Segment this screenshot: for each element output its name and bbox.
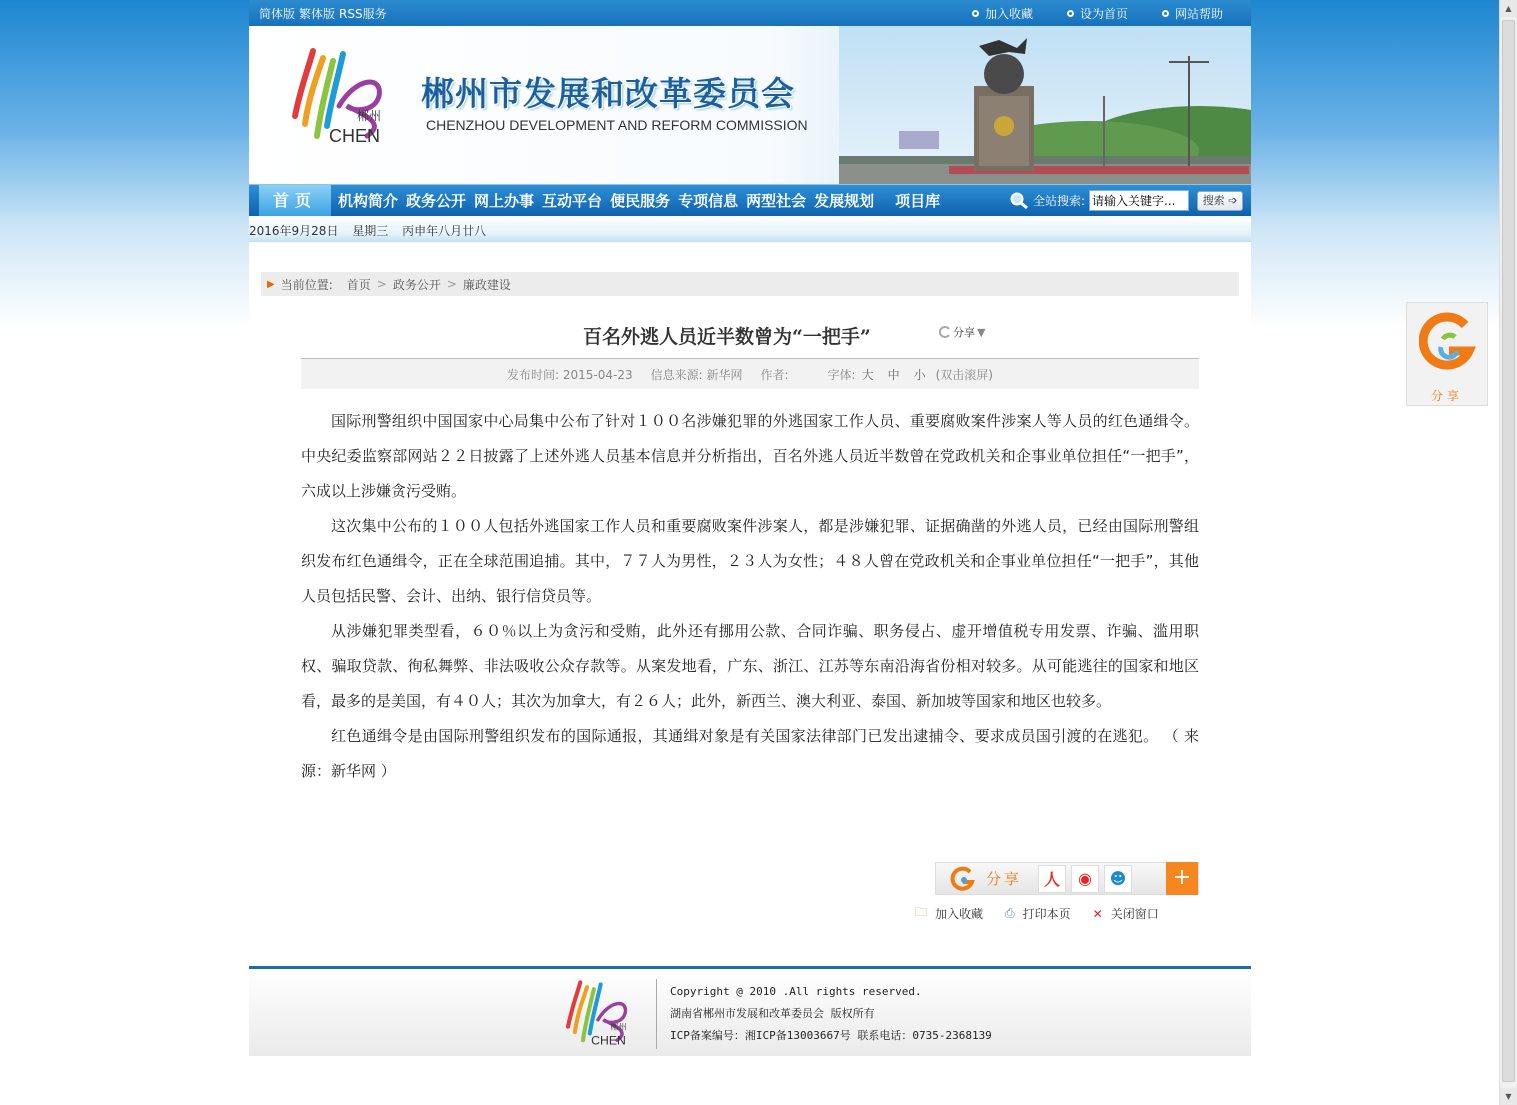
article-title: 百名外逃人员近半数曾为“一把手” — [583, 326, 871, 348]
page-container — [249, 0, 1251, 1105]
share-dropdown[interactable] — [939, 324, 985, 340]
dblclick-scroll-hint: (双击滚屏) — [935, 367, 993, 382]
nav-item-online-service[interactable]: 网上办事 — [474, 192, 535, 210]
font-small-button[interactable]: 小 — [913, 367, 926, 382]
nav-item-about[interactable]: 机构简介 — [338, 192, 399, 210]
printer-icon: ⎙ — [1005, 906, 1015, 920]
arrow-right-icon: ➩ — [1228, 193, 1238, 207]
vertical-scrollbar[interactable] — [1499, 0, 1517, 1105]
breadcrumb-gov-affairs[interactable]: 政务公开 — [392, 277, 441, 292]
set-home-label: 设为首页 — [1079, 7, 1128, 21]
breadcrumb — [261, 272, 1239, 296]
font-medium-button[interactable]: 中 — [887, 367, 900, 382]
chevron-right-icon: > — [376, 277, 387, 291]
chevron-down-icon: ▼ — [977, 325, 986, 339]
set-home-link[interactable] — [1067, 5, 1128, 22]
help-link[interactable] — [1162, 5, 1223, 22]
main-nav — [249, 184, 1251, 216]
lunar-date: 丙申年八月廿八 — [402, 224, 487, 238]
chenzhou-logo[interactable] — [287, 46, 397, 146]
footer — [249, 966, 1251, 1056]
circle-bullet-icon — [972, 10, 979, 17]
search-input[interactable] — [1089, 190, 1189, 211]
info-source: 信息来源: 新华网 — [650, 367, 743, 382]
rss-link[interactable]: RSS服务 — [339, 7, 387, 21]
share-logo-icon[interactable] — [950, 866, 976, 892]
copyright: Copyright @ 2010 .All rights reserved. — [670, 985, 922, 998]
scroll-down-icon[interactable]: ▼ — [1500, 1088, 1517, 1105]
add-favorite-label: 加入收藏 — [984, 7, 1033, 21]
nav-item-development-plan[interactable]: 发展规划 — [814, 192, 875, 210]
article-body — [301, 404, 1199, 789]
floating-share-button[interactable] — [1406, 302, 1488, 406]
print-label: 打印本页 — [1022, 907, 1071, 921]
magnifier-icon — [1009, 192, 1029, 210]
share-logo-icon — [1419, 311, 1477, 377]
article-meta — [301, 358, 1199, 389]
date-bar — [249, 216, 1251, 242]
nav-item-interaction[interactable]: 互动平台 — [542, 192, 603, 210]
chevron-right-icon: > — [446, 277, 457, 291]
current-date: 2016年9月28日 — [249, 224, 339, 238]
qq-icon[interactable]: ☻ — [1104, 865, 1132, 893]
footer-text — [670, 981, 992, 1047]
search-button-label: 搜索 — [1202, 193, 1225, 207]
share-small-label: 分享 — [953, 326, 975, 339]
owner: 湖南省郴州市发展和改革委员会 版权所有 — [670, 1007, 875, 1020]
nav-items — [337, 185, 947, 217]
weibo-icon[interactable]: ◉ — [1071, 865, 1099, 893]
breadcrumb-home[interactable]: 首页 — [346, 277, 371, 292]
folder-icon: 🗀 — [915, 905, 928, 919]
current-weekday: 星期三 — [352, 224, 389, 238]
help-label: 网站帮助 — [1174, 7, 1223, 21]
site-search — [1009, 190, 1243, 211]
article-paragraph: 红色通缉令是由国际刑警组织发布的国际通报，其通缉对象是有关国家法律部门已发出逮捕令、要求成员国引渡的在逃犯。 （ 来源：新华网 ） — [301, 727, 1199, 780]
close-icon: ✕ — [1092, 906, 1103, 921]
svg-text:郴州: 郴州 — [610, 1021, 627, 1032]
renren-icon[interactable]: 人 — [1038, 865, 1066, 893]
scrollbar-thumb[interactable] — [1502, 20, 1515, 1082]
svg-text:CHEN: CHEN — [591, 1033, 626, 1047]
article-paragraph: 国际刑警组织中国国家中心局集中公布了针对１００名涉嫌犯罪的外逃国家工作人员、重要腐败案件涉案人等人员的红色通缉令。中央纪委监察部网站２２日披露了上述外逃人员基本信息并分析指出，百名外逃人员近半数曾在党政机关和企事业单位担任“一把手”，六成以上涉嫌贪污受贿。 — [301, 412, 1199, 500]
add-favorite-tool-label: 加入收藏 — [935, 907, 984, 921]
svg-text:郴州: 郴州 — [357, 109, 382, 123]
share-label[interactable]: 分享 — [986, 870, 1023, 888]
simplified-link[interactable]: 简体版 — [259, 7, 296, 21]
close-window-button[interactable] — [1093, 903, 1159, 924]
nav-item-project-library[interactable]: 项目库 — [895, 192, 941, 210]
traditional-link[interactable]: 繁体版 — [299, 7, 336, 21]
city-monument-image — [839, 26, 1251, 184]
language-links — [259, 5, 387, 22]
publish-time: 发布时间: 2015-04-23 — [507, 367, 633, 382]
article-paragraph: 从涉嫌犯罪类型看，６０％以上为贪污和受贿，此外还有挪用公款、合同诈骗、职务侵占、虚开增值税专用发票、诈骗、滥用职权、骗取贷款、徇私舞弊、非法吸收公众存款等。从案发地看，广东、浙江、江苏等东南沿海省份相对较多。从可能逃往的国家和地区看，最多的是美国，有４０人；其次为加拿大，有２６人；此外，新西兰、澳大利亚、泰国、新加坡等国家和地区也较多。 — [301, 622, 1199, 710]
top-bar — [249, 0, 1251, 26]
search-button[interactable] — [1197, 191, 1243, 211]
scroll-up-icon[interactable]: ▲ — [1500, 0, 1517, 17]
share-bar — [935, 862, 1199, 895]
site-title: 郴州市发展和改革委员会 — [421, 74, 795, 113]
author: 作者: — [760, 367, 789, 382]
more-share-button[interactable]: + — [1166, 862, 1198, 895]
svg-text:CHEN: CHEN — [329, 126, 381, 146]
breadcrumb-arrow-icon: ▶ — [267, 278, 275, 290]
floating-share-label: 分享 — [1430, 389, 1463, 403]
nav-item-special-info[interactable]: 专项信息 — [678, 192, 739, 210]
circle-bullet-icon — [1067, 10, 1074, 17]
nav-item-public-service[interactable]: 便民服务 — [610, 192, 671, 210]
footer-divider — [656, 979, 657, 1049]
font-large-button[interactable]: 大 — [861, 367, 874, 382]
nav-item-two-type-society[interactable]: 两型社会 — [746, 192, 807, 210]
header-banner — [249, 26, 1251, 184]
article-paragraph: 这次集中公布的１００人包括外逃国家工作人员和重要腐败案件涉案人，都是涉嫌犯罪、证据确凿的外逃人员，已经由国际刑警组织发布红色通缉令，正在全球范围追捕。其中，７７人为男性，２３人为女性；４８人曾在党政机关和企事业单位担任“一把手”，其他人员包括民警、会计、出纳、银行信贷员等。 — [301, 517, 1199, 605]
search-label: 全站搜索: — [1033, 194, 1086, 208]
add-favorite-link[interactable] — [972, 5, 1033, 22]
nav-item-gov-affairs[interactable]: 政务公开 — [406, 192, 467, 210]
top-links — [972, 5, 1223, 22]
breadcrumb-integrity[interactable]: 廉政建设 — [462, 277, 511, 292]
article-tools — [915, 903, 1159, 924]
print-button[interactable] — [1005, 903, 1071, 924]
font-size-label: 字体: — [827, 367, 856, 382]
breadcrumb-label: 当前位置: — [280, 277, 333, 292]
circle-bullet-icon — [1162, 10, 1169, 17]
footer-logo — [554, 979, 646, 1047]
add-favorite-button[interactable] — [915, 903, 983, 924]
nav-home[interactable]: 首页 — [259, 185, 331, 217]
share-logo-icon — [939, 326, 951, 338]
close-window-label: 关闭窗口 — [1110, 907, 1159, 921]
site-subtitle: CHENZHOU DEVELOPMENT AND REFORM COMMISSION — [426, 117, 808, 133]
icp-contact: ICP备案编号：湘ICP备13003667号 联系电话：0735-2368139 — [670, 1029, 992, 1042]
